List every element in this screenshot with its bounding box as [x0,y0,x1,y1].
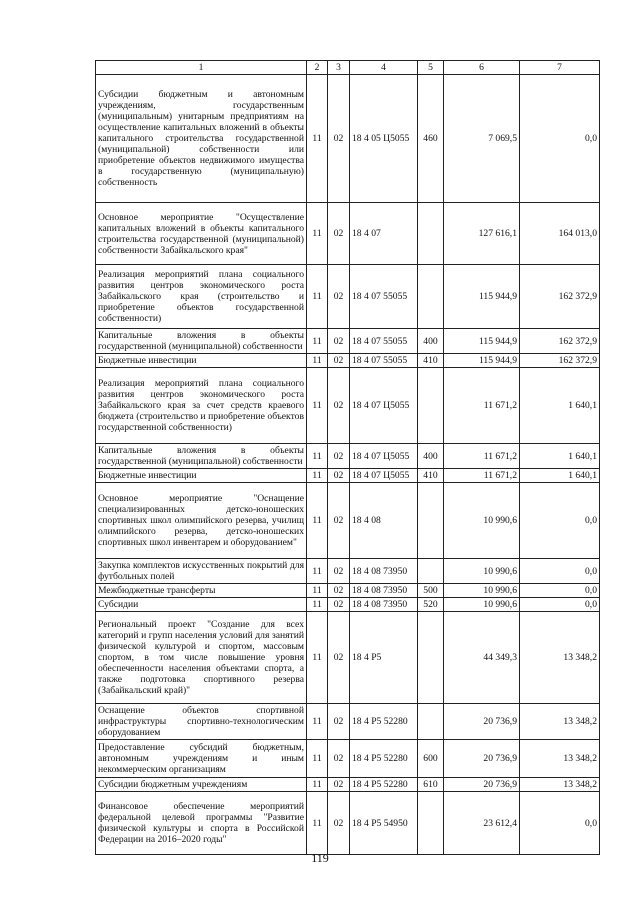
amount-col7: 0,0 [520,584,600,598]
target-article-code: 18 4 08 73950 [350,598,418,612]
table-header-row [96,61,600,75]
table-row [96,792,600,855]
subsection-code: 02 [328,584,350,598]
target-article-code: 18 4 P5 [350,612,418,704]
column-header: 1 [96,61,307,75]
expense-type-code [418,203,444,265]
row-name: Финансовое обеспечение мероприятий федеральной целевой программы "Развитие физической культуры и спорта в Российской Федерации на 2016–2020 годы" [96,792,307,855]
expense-type-code: 600 [418,740,444,778]
target-article-code: 18 4 07 Ц5055 [350,444,418,469]
expense-type-code [418,612,444,704]
amount-col6: 44 349,3 [444,612,520,704]
amount-col7: 0,0 [520,483,600,559]
section-code: 11 [307,354,328,368]
table-row [96,704,600,740]
expense-type-code: 500 [418,584,444,598]
amount-col6: 127 616,1 [444,203,520,265]
row-name: Основное мероприятие "Осуществление капитальных вложений в объекты капитального строительства государственной (муниципальной) собственности Забайкальского края" [96,203,307,265]
section-code: 11 [307,329,328,354]
table-row [96,354,600,368]
row-name: Субсидии бюджетным учреждениям [96,778,307,792]
amount-col6: 115 944,9 [444,329,520,354]
table-row [96,469,600,483]
target-article-code: 18 4 07 55055 [350,354,418,368]
row-name: Основное мероприятие "Оснащение специализированных детско-юношеских спортивных школ олимпийского резерва, училищ олимпийского резерва, детско-юношеских спортивных школ инвентарем и оборудованием" [96,483,307,559]
expense-type-code: 410 [418,469,444,483]
amount-col7: 1 640,1 [520,444,600,469]
target-article-code: 18 4 07 55055 [350,329,418,354]
table-row [96,598,600,612]
subsection-code: 02 [328,740,350,778]
section-code: 11 [307,584,328,598]
amount-col6: 10 990,6 [444,483,520,559]
section-code: 11 [307,75,328,203]
row-name: Субсидии [96,598,307,612]
amount-col7: 0,0 [520,75,600,203]
amount-col7: 1 640,1 [520,368,600,444]
subsection-code: 02 [328,368,350,444]
amount-col6: 115 944,9 [444,265,520,329]
amount-col6: 20 736,9 [444,704,520,740]
subsection-code: 02 [328,329,350,354]
table-row [96,740,600,778]
amount-col6: 10 990,6 [444,584,520,598]
row-name: Бюджетные инвестиции [96,469,307,483]
section-code: 11 [307,612,328,704]
row-name: Оснащение объектов спортивной инфраструктуры спортивно-технологическим оборудованием [96,704,307,740]
expense-type-code [418,559,444,584]
row-name: Реализация мероприятий плана социального развития центров экономического роста Забайкальского края (строительство и приобретение объектов государственной собственности) [96,265,307,329]
column-header: 5 [418,61,444,75]
amount-col6: 10 990,6 [444,598,520,612]
amount-col7: 162 372,9 [520,265,600,329]
table-row [96,203,600,265]
amount-col7: 13 348,2 [520,778,600,792]
column-header: 4 [350,61,418,75]
target-article-code: 18 4 07 Ц5055 [350,469,418,483]
subsection-code: 02 [328,792,350,855]
target-article-code: 18 4 P5 52280 [350,704,418,740]
row-name: Региональный проект "Создание для всех категорий и групп населения условий для занятий физической культурой и спортом, массовым спортом, в том числе повышение уровня обеспеченности населения объектами спорта, а также подготовка спортивного резерва (Забайкальский край)" [96,612,307,704]
target-article-code: 18 4 P5 52280 [350,778,418,792]
page-number: 119 [311,851,329,865]
amount-col7: 1 640,1 [520,469,600,483]
subsection-code: 02 [328,75,350,203]
section-code: 11 [307,444,328,469]
subsection-code: 02 [328,469,350,483]
subsection-code: 02 [328,265,350,329]
target-article-code: 18 4 08 73950 [350,584,418,598]
table-row [96,559,600,584]
section-code: 11 [307,598,328,612]
subsection-code: 02 [328,483,350,559]
amount-col7: 13 348,2 [520,704,600,740]
subsection-code: 02 [328,612,350,704]
amount-col6: 115 944,9 [444,354,520,368]
subsection-code: 02 [328,203,350,265]
target-article-code: 18 4 07 [350,203,418,265]
table-row [96,483,600,559]
row-name: Межбюджетные трансферты [96,584,307,598]
expense-type-code: 460 [418,75,444,203]
subsection-code: 02 [328,559,350,584]
target-article-code: 18 4 07 55055 [350,265,418,329]
amount-col6: 7 069,5 [444,75,520,203]
subsection-code: 02 [328,704,350,740]
row-name: Реализация мероприятий плана социального развития центров экономического роста Забайкальского края за счет средств краевого бюджета (строительство и приобретение объектов государственной собственности) [96,368,307,444]
amount-col6: 10 990,6 [444,559,520,584]
expense-type-code: 400 [418,444,444,469]
subsection-code: 02 [328,598,350,612]
target-article-code: 18 4 P5 54950 [350,792,418,855]
amount-col7: 164 013,0 [520,203,600,265]
target-article-code: 18 4 07 Ц5055 [350,368,418,444]
section-code: 11 [307,704,328,740]
row-name: Субсидии бюджетным и автономным учреждениям, государственным (муниципальным) унитарным предприятиям на осуществление капитальных вложений в объекты капитального строительства государственной (муниципальной) собственности или приобретение объектов недвижимого имущества в государственную (муниципальную) собственность [96,75,307,203]
row-name: Предоставление субсидий бюджетным, автономным учреждениям и иным некоммерческим организациям [96,740,307,778]
subsection-code: 02 [328,778,350,792]
amount-col6: 11 671,2 [444,469,520,483]
target-article-code: 18 4 P5 52280 [350,740,418,778]
table-row [96,778,600,792]
expense-type-code [418,704,444,740]
expense-type-code: 400 [418,329,444,354]
expense-type-code [418,265,444,329]
table-row [96,329,600,354]
section-code: 11 [307,483,328,559]
amount-col6: 11 671,2 [444,368,520,444]
amount-col7: 0,0 [520,559,600,584]
amount-col7: 0,0 [520,792,600,855]
amount-col6: 11 671,2 [444,444,520,469]
section-code: 11 [307,469,328,483]
column-header: 6 [444,61,520,75]
section-code: 11 [307,792,328,855]
table-row [96,75,600,203]
amount-col7: 13 348,2 [520,740,600,778]
amount-col7: 0,0 [520,598,600,612]
expense-type-code [418,792,444,855]
section-code: 11 [307,740,328,778]
amount-col7: 13 348,2 [520,612,600,704]
table-row [96,612,600,704]
expense-type-code: 610 [418,778,444,792]
row-name: Капитальные вложения в объекты государственной (муниципальной) собственности [96,444,307,469]
expense-type-code [418,368,444,444]
section-code: 11 [307,203,328,265]
target-article-code: 18 4 05 Ц5055 [350,75,418,203]
subsection-code: 02 [328,444,350,469]
table-row [96,444,600,469]
column-header: 3 [328,61,350,75]
table-row [96,265,600,329]
amount-col7: 162 372,9 [520,354,600,368]
table-row [96,584,600,598]
section-code: 11 [307,368,328,444]
amount-col7: 162 372,9 [520,329,600,354]
target-article-code: 18 4 08 [350,483,418,559]
target-article-code: 18 4 08 73950 [350,559,418,584]
budget-table [95,60,600,855]
row-name: Капитальные вложения в объекты государственной (муниципальной) собственности [96,329,307,354]
column-header: 7 [520,61,600,75]
section-code: 11 [307,559,328,584]
section-code: 11 [307,778,328,792]
expense-type-code: 410 [418,354,444,368]
row-name: Закупка комплектов искусственных покрытий для футбольных полей [96,559,307,584]
amount-col6: 23 612,4 [444,792,520,855]
section-code: 11 [307,265,328,329]
table-row [96,368,600,444]
expense-type-code: 520 [418,598,444,612]
column-header: 2 [307,61,328,75]
amount-col6: 20 736,9 [444,740,520,778]
subsection-code: 02 [328,354,350,368]
row-name: Бюджетные инвестиции [96,354,307,368]
expense-type-code [418,483,444,559]
amount-col6: 20 736,9 [444,778,520,792]
